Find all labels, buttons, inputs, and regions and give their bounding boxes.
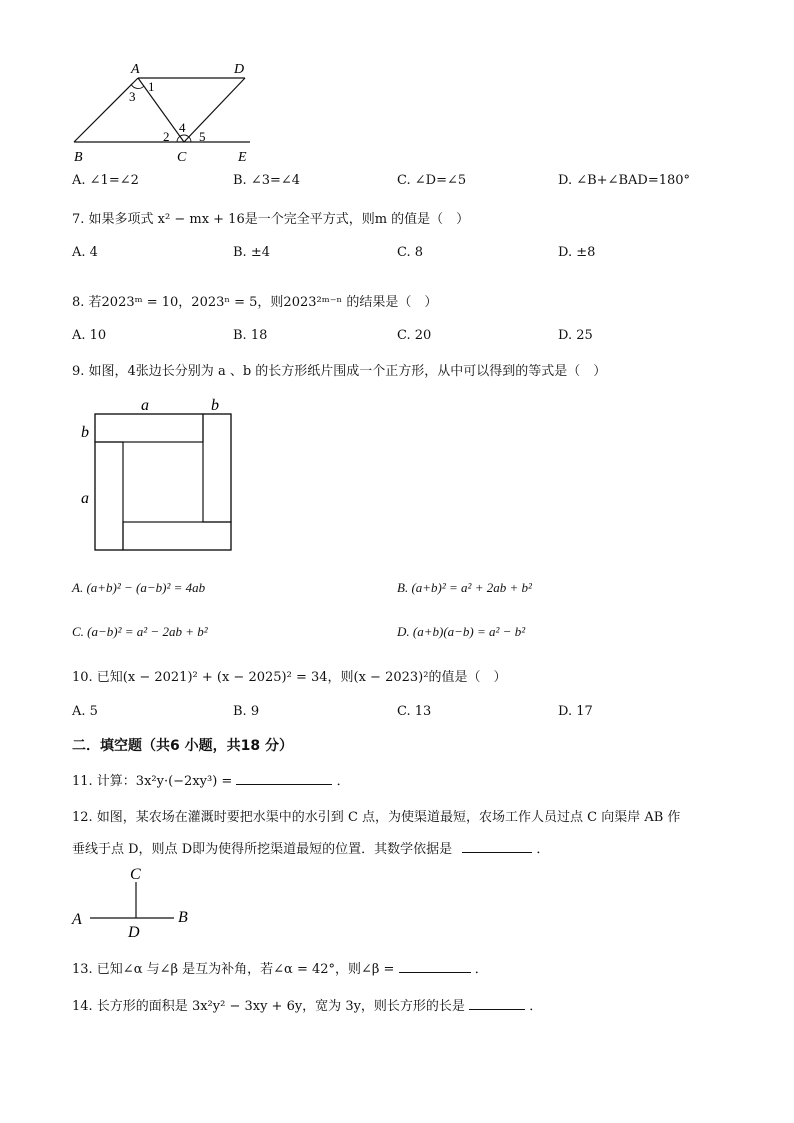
label-A: A: [72, 911, 82, 928]
q8-text: 8. 若2023ᵐ = 10，2023ⁿ = 5，则2023²ᵐ⁻ⁿ 的结果是（ ）: [72, 295, 438, 310]
q9-option-c[interactable]: C. (a−b)² = a² − 2ab + b²: [72, 624, 208, 639]
q7-option-a[interactable]: A. 4: [72, 245, 98, 260]
perpendicular-figure: [68, 862, 198, 942]
label-D: D: [234, 62, 245, 77]
q14-answer-blank[interactable]: [469, 997, 525, 1010]
q14-text: 14. 长方形的面积是 3x²y² − 3xy + 6y，宽为 3y，则长方形的长是: [72, 999, 465, 1014]
q9-option-b[interactable]: B. (a+b)² = a² + 2ab + b²: [397, 580, 532, 595]
q13-line: [72, 958, 488, 977]
q10-text: 10. 已知(x − 2021)² + (x − 2025)² = 34，则(x − 2023)²的值是（ ）: [72, 670, 507, 685]
q7-option-c[interactable]: C. 8: [397, 245, 424, 260]
q12-answer-blank[interactable]: [462, 840, 532, 853]
q10-option-a[interactable]: A. 5: [72, 704, 98, 719]
label-B: B: [74, 150, 83, 165]
rectangles-square-figure: [75, 393, 240, 555]
label-D: D: [128, 924, 140, 941]
q7-text: 7. 如果多项式 x² − mx + 16是一个完全平方式，则m 的值是（ ）: [72, 212, 470, 227]
q8-option-d[interactable]: D. 25: [558, 328, 593, 343]
label-4: 4: [179, 120, 186, 135]
label-2: 2: [163, 129, 170, 144]
q6-option-a[interactable]: A. ∠1=∠2: [72, 173, 139, 188]
q14-period: ．: [529, 999, 543, 1014]
q11-text: 11. 计算：3x²y·(−2xy³) =: [72, 774, 233, 789]
q12-text-line2: 垂线于点 D，则点 D即为使得所挖渠道最短的位置．其数学依据是: [72, 842, 453, 857]
q6-option-d[interactable]: D. ∠B+∠BAD=180°: [558, 173, 691, 188]
q8-option-a[interactable]: A. 10: [72, 328, 107, 343]
label-C: C: [177, 150, 187, 165]
label-C: C: [130, 866, 141, 883]
q6-option-c[interactable]: C. ∠D=∠5: [397, 173, 467, 188]
q10-option-c[interactable]: C. 13: [397, 704, 432, 719]
label-B: B: [178, 909, 188, 926]
label-E: E: [238, 150, 247, 165]
q10-option-b[interactable]: B. 9: [233, 704, 260, 719]
q11-line: [72, 770, 350, 789]
q10-option-d[interactable]: D. 17: [558, 704, 593, 719]
q11-period: ．: [336, 774, 350, 789]
q13-period: ．: [474, 962, 488, 977]
q7-option-d[interactable]: D. ±8: [558, 245, 596, 260]
label-top-a: a: [141, 397, 149, 414]
label-A: A: [131, 62, 140, 77]
label-1: 1: [148, 79, 155, 94]
q13-answer-blank[interactable]: [399, 960, 471, 973]
section-2-title: 二．填空题（共6 小题，共18 分）: [72, 738, 293, 754]
label-3: 3: [129, 89, 136, 104]
q9-option-a[interactable]: A. (a+b)² − (a−b)² = 4ab: [72, 580, 206, 595]
q14-line: [72, 995, 542, 1014]
label-top-b: b: [211, 397, 219, 414]
q9-text: 9. 如图，4张边长分别为 a 、b 的长方形纸片围成一个正方形，从中可以得到的等式是（ ）: [72, 364, 607, 379]
q11-answer-blank[interactable]: [236, 772, 332, 785]
q13-text: 13. 已知∠α 与∠β 是互为补角，若∠α = 42°，则∠β =: [72, 962, 395, 977]
q12-period: ．: [536, 842, 550, 857]
q7-option-b[interactable]: B. ±4: [233, 245, 270, 260]
q8-option-b[interactable]: B. 18: [233, 328, 268, 343]
q6-option-b[interactable]: B. ∠3=∠4: [233, 173, 301, 188]
q8-option-c[interactable]: C. 20: [397, 328, 432, 343]
q12-line2: [72, 838, 549, 857]
q9-option-d[interactable]: D. (a+b)(a−b) = a² − b²: [397, 624, 526, 639]
label-left-a: a: [81, 490, 89, 507]
parallel-lines-figure: [60, 58, 270, 168]
label-left-b: b: [81, 424, 89, 441]
label-5: 5: [199, 129, 206, 144]
q12-text-line1: 12. 如图，某农场在灌溉时要把水渠中的水引到 C 点，为使渠道最短，农场工作人员过点 C 向渠岸 AB 作: [72, 810, 681, 825]
